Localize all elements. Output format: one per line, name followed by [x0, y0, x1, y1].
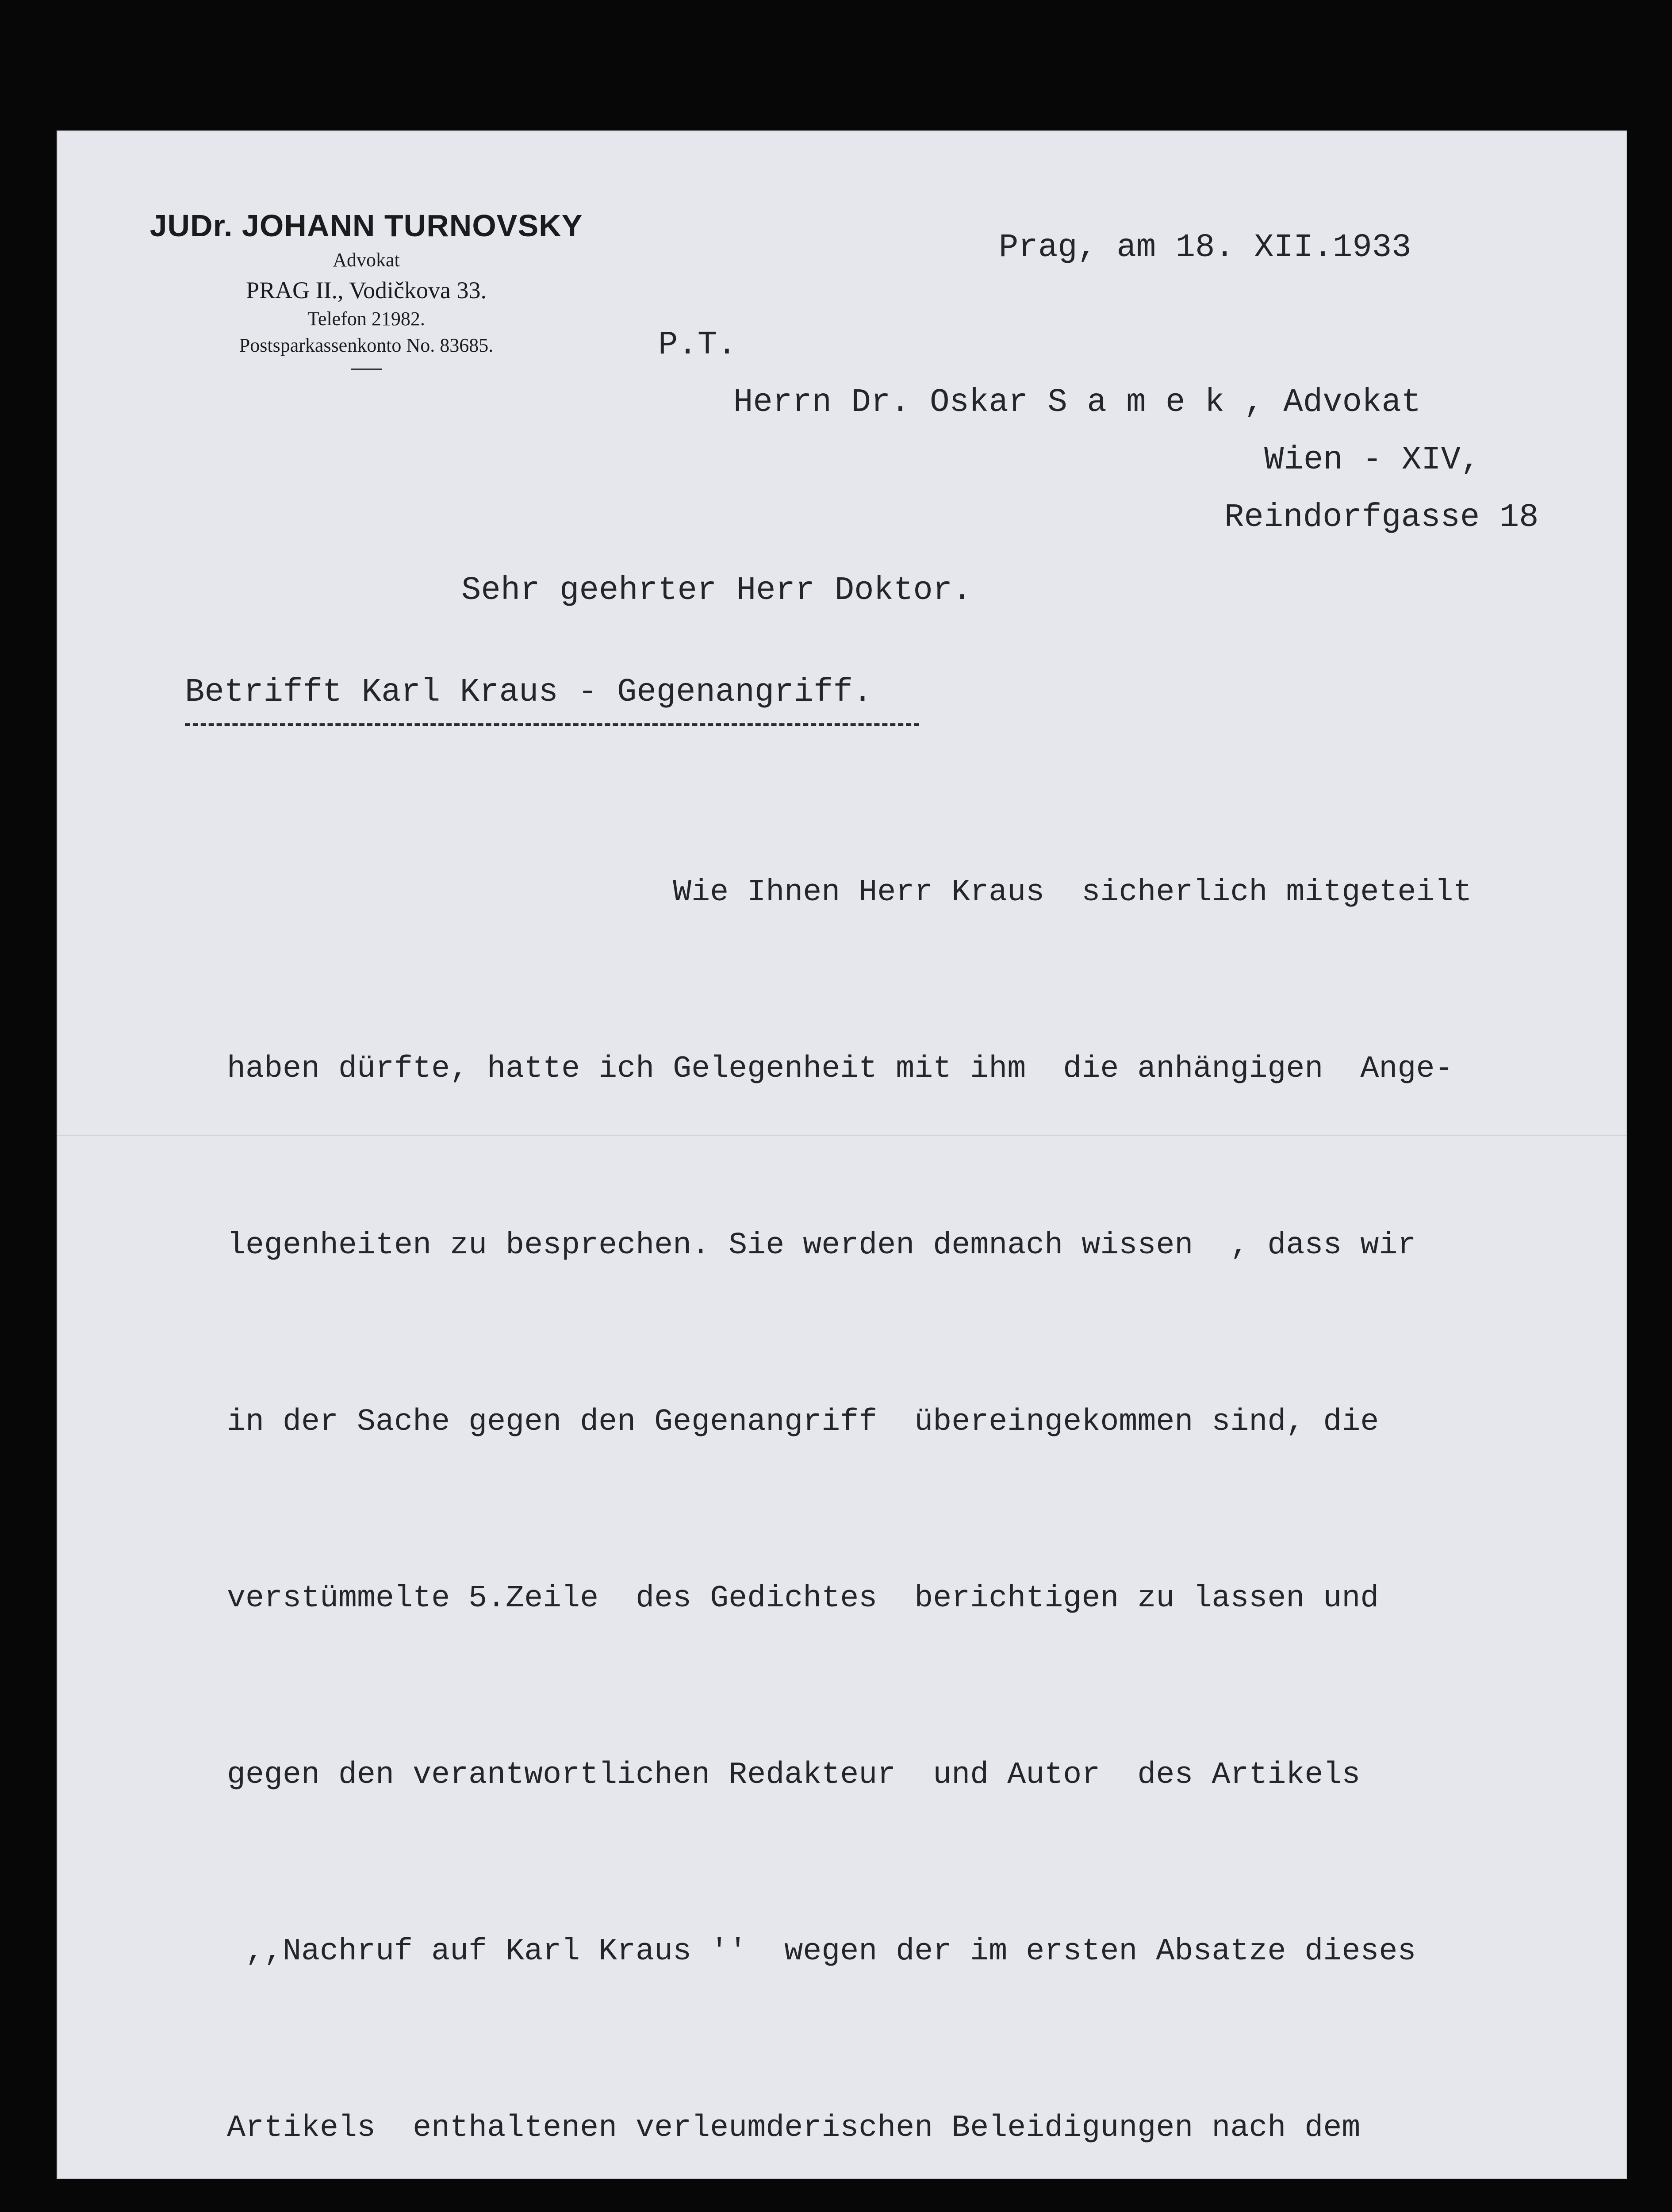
- letter-body: [227, 745, 1598, 2212]
- letterhead-name: JUDr. JOHANN TURNOVSKY: [150, 208, 583, 243]
- body-line: verstümmelte 5.Zeile des Gedichtes berichtigen zu lassen und: [227, 1581, 1379, 1616]
- body-line: ,,Nachruf auf Karl Kraus '' wegen der im ersten Absatze dieses: [227, 1934, 1416, 1969]
- letterhead-title: Advokat: [333, 249, 400, 271]
- letterhead-phone: Telefon 21982.: [307, 308, 425, 330]
- letter-page: [57, 131, 1627, 2179]
- recipient-name: Herrn Dr. Oskar S a m e k , Advokat: [733, 384, 1421, 421]
- body-line: gegen den verantwortlichen Redakteur und Autor des Artikels: [227, 1758, 1361, 1793]
- recipient-city: Wien - XIV,: [1264, 442, 1480, 479]
- recipient-street: Reindorfgasse 18: [1224, 499, 1539, 536]
- body-line: in der Sache gegen den Gegenangriff übereingekommen sind, die: [227, 1405, 1379, 1440]
- recipient-prefix: P.T.: [658, 326, 737, 364]
- body-line: legenheiten zu besprechen. Sie werden demnach wissen , dass wir: [227, 1228, 1416, 1263]
- salutation: Sehr geehrter Herr Doktor.: [461, 572, 972, 609]
- body-line: haben dürfte, hatte ich Gelegenheit mit ihm die anhängigen Ange-: [227, 1052, 1453, 1087]
- body-line: Wie Ihnen Herr Kraus sicherlich mitgeteilt: [227, 875, 1472, 910]
- letterhead-account: Postsparkassenkonto No. 83685.: [239, 334, 494, 356]
- letterhead-address: PRAG II., Vodičkova 33.: [245, 277, 487, 303]
- subject-underline: [185, 723, 919, 726]
- letterhead: [141, 206, 592, 370]
- letterhead-divider: [351, 369, 382, 370]
- letter-date: Prag, am 18. XII.1933: [999, 229, 1411, 266]
- body-line: Artikels enthaltenen verleumderischen Beleidigungen nach dem: [227, 2111, 1361, 2146]
- subject-line: Betrifft Karl Kraus - Gegenangriff.: [185, 674, 873, 711]
